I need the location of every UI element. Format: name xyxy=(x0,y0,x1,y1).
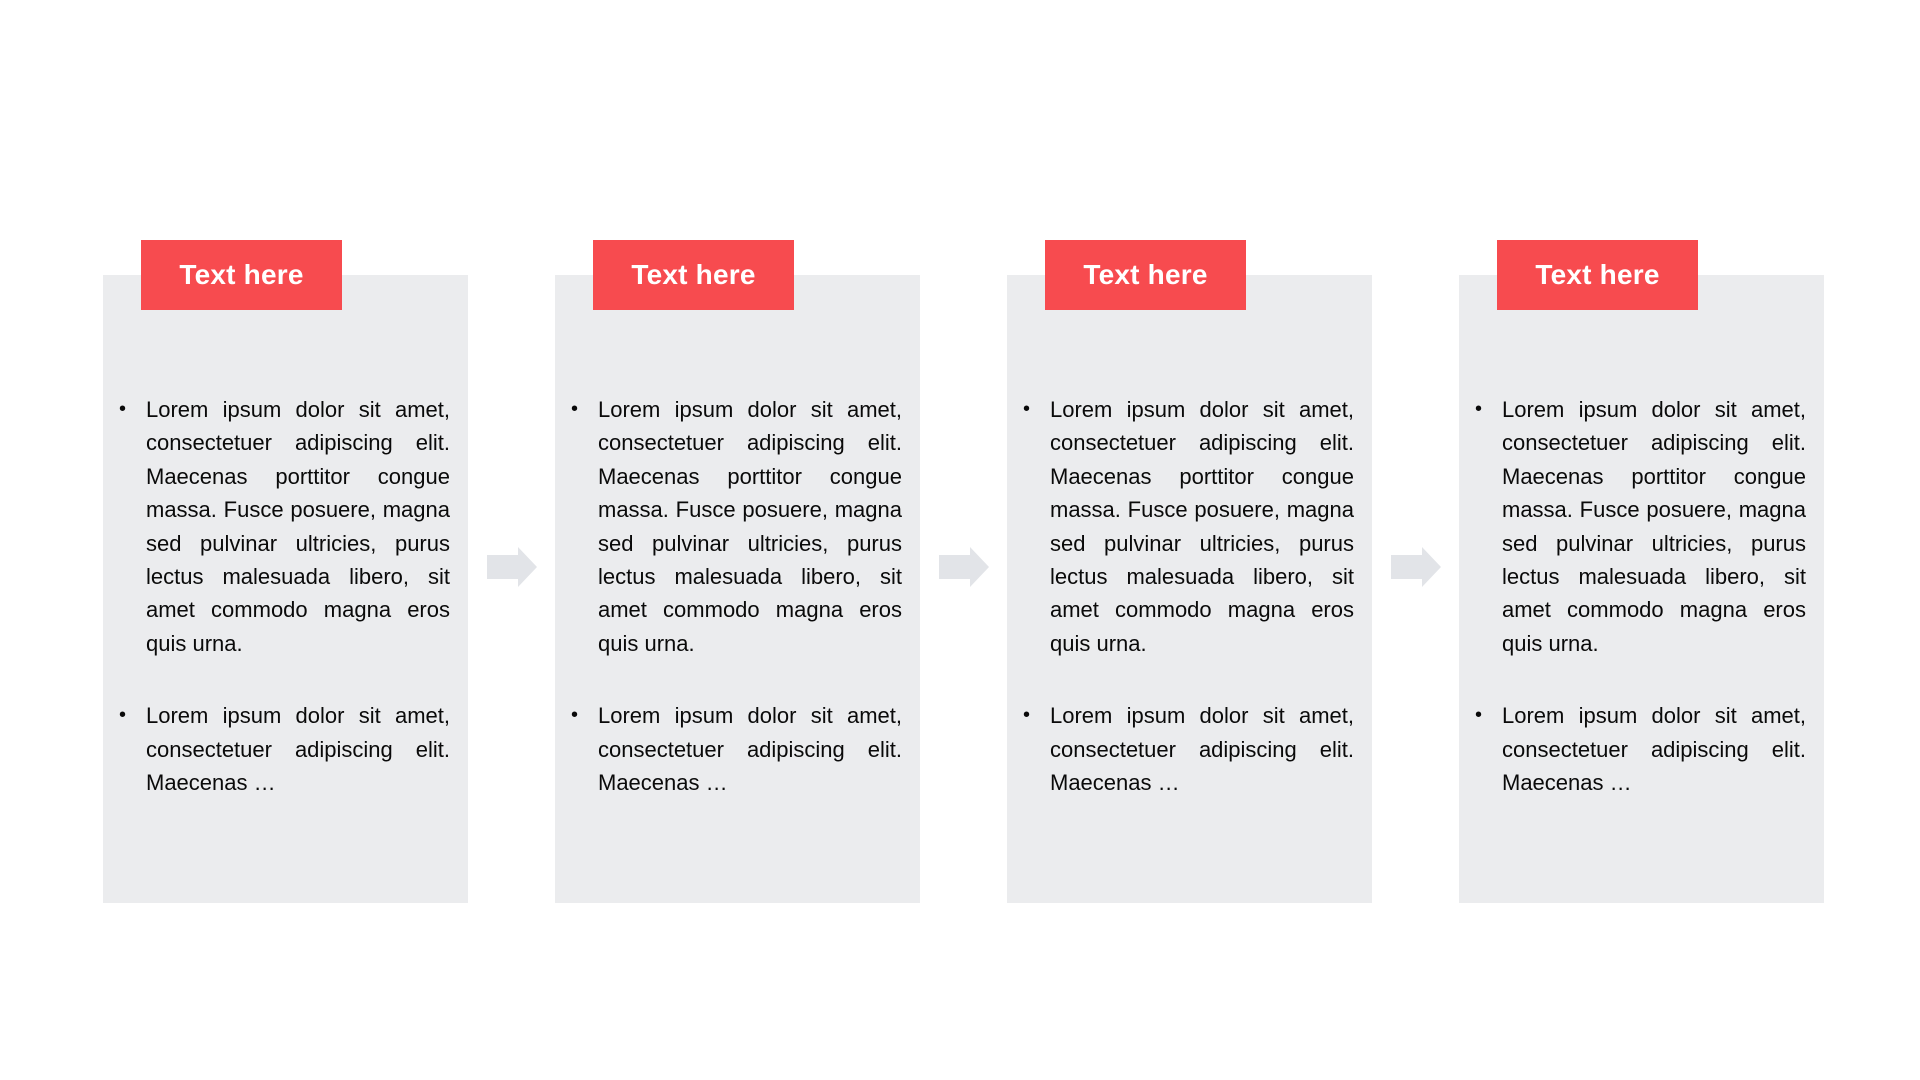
flow-arrow-gap-3 xyxy=(1372,275,1459,903)
bullet-list xyxy=(555,275,920,799)
bullet-list xyxy=(1007,275,1372,799)
flow-arrow-gap-2 xyxy=(920,275,1007,903)
process-step-panel-3 xyxy=(1007,259,1372,903)
flow-arrow-gap-1 xyxy=(468,275,555,903)
process-step-panel-1 xyxy=(103,259,468,903)
arrow-right-icon xyxy=(939,547,989,587)
process-step-panel-2 xyxy=(555,259,920,903)
step-header-label: Text here xyxy=(1497,240,1698,310)
bullet-item: • Lorem ipsum dolor sit amet, consectetuer adipiscing elit. Maecenas porttitor congue massa. Fusce posuere, magna sed pulvinar ultricies, purus lectus malesuada libero, sit amet commodo magna eros quis urna. xyxy=(555,393,902,660)
step-header-label: Text here xyxy=(593,240,794,310)
bullet-item: • Lorem ipsum dolor sit amet, consectetuer adipiscing elit. Maecenas porttitor congue massa. Fusce posuere, magna sed pulvinar ultricies, purus lectus malesuada libero, sit amet commodo magna eros quis urna. xyxy=(1459,393,1806,660)
bullet-item: • Lorem ipsum dolor sit amet, consectetuer adipiscing elit. Maecenas porttitor congue massa. Fusce posuere, magna sed pulvinar ultricies, purus lectus malesuada libero, sit amet commodo magna eros quis urna. xyxy=(103,393,450,660)
bullet-item: • Lorem ipsum dolor sit amet, consectetuer adipiscing elit. Maecenas … xyxy=(1459,699,1806,799)
bullet-item: • Lorem ipsum dolor sit amet, consectetuer adipiscing elit. Maecenas … xyxy=(103,699,450,799)
process-flow-diagram xyxy=(103,259,1920,903)
step-header-label: Text here xyxy=(1045,240,1246,310)
arrow-right-icon xyxy=(1391,547,1441,587)
process-step-panel-4 xyxy=(1459,259,1824,903)
arrow-right-icon xyxy=(487,547,537,587)
bullet-list xyxy=(103,275,468,799)
step-header-label: Text here xyxy=(141,240,342,310)
bullet-list xyxy=(1459,275,1824,799)
bullet-item: • Lorem ipsum dolor sit amet, consectetuer adipiscing elit. Maecenas … xyxy=(555,699,902,799)
bullet-item: • Lorem ipsum dolor sit amet, consectetuer adipiscing elit. Maecenas porttitor congue massa. Fusce posuere, magna sed pulvinar ultricies, purus lectus malesuada libero, sit amet commodo magna eros quis urna. xyxy=(1007,393,1354,660)
bullet-item: • Lorem ipsum dolor sit amet, consectetuer adipiscing elit. Maecenas … xyxy=(1007,699,1354,799)
